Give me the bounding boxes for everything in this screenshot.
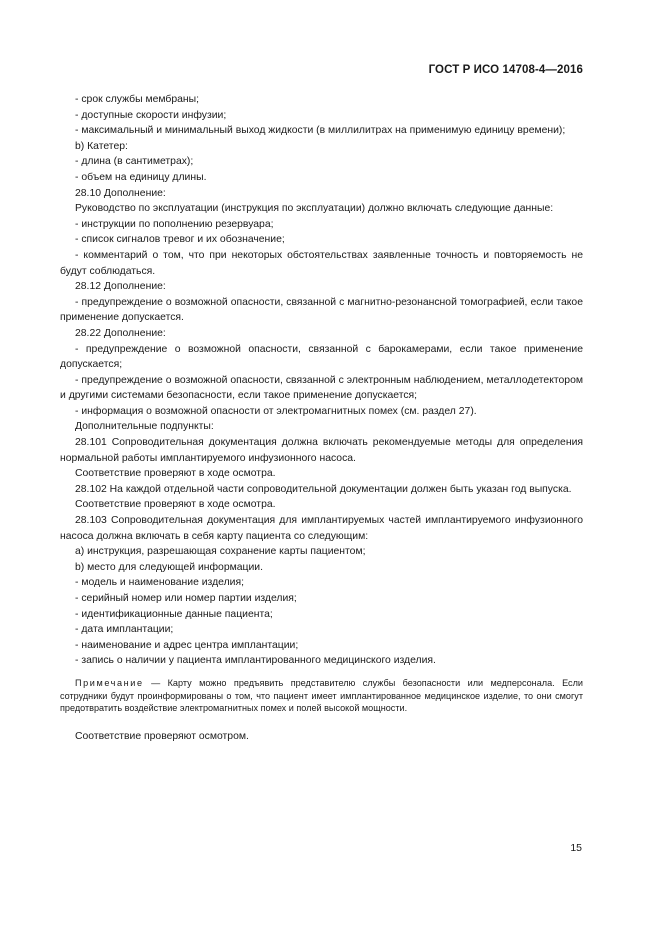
paragraph: 28.102 На каждой отдельной части сопроводительной документации должен быть указан год выпуска. <box>75 483 572 495</box>
paragraph: b) Катетер: <box>75 140 128 152</box>
paragraph: - идентификационные данные пациента; <box>75 608 273 620</box>
paragraph: 28.103 Сопроводительная документация для имплантируемых частей имплантируемого инфузионного насоса должна включать в себя карту пациента со следующим: <box>60 515 583 542</box>
note-text: — Карту можно предъявить представителю службы безопасности или медперсонала. Если сотрудники будут проинформированы о том, что пациент имеет имплантированное медицинское изделие, то они смогут предотвратить воздействие электромагнитных помех и полей высокой мощности. <box>60 677 583 714</box>
paragraph: Руководство по эксплуатации (инструкция по эксплуатации) должно включать следующие данные: <box>75 203 554 215</box>
paragraph: Соответствие проверяют в ходе осмотра. <box>75 499 276 511</box>
document-header: ГОСТ Р ИСО 14708-4—2016 <box>428 64 583 76</box>
paragraph: 28.12 Дополнение: <box>75 281 166 293</box>
paragraph: - дата имплантации; <box>75 624 174 636</box>
paragraph: - максимальный и минимальный выход жидкости (в миллилитрах на применимую единицу времени); <box>75 125 566 137</box>
paragraph: - длина (в сантиметрах); <box>75 156 194 168</box>
paragraph: Дополнительные подпункты: <box>75 421 214 433</box>
document-body <box>60 92 583 744</box>
paragraph-list <box>60 92 583 669</box>
paragraph: - комментарий о том, что при некоторых обстоятельствах заявленные точность и повторяемость не будут соблюдаться. <box>60 249 583 277</box>
paragraph: - срок службы мембраны; <box>75 94 200 105</box>
paragraph: - серийный номер или номер партии изделия; <box>75 593 297 604</box>
paragraph: Соответствие проверяют в ходе осмотра. <box>75 468 276 480</box>
paragraph: - доступные скорости инфузии; <box>75 109 227 121</box>
paragraph: - наименование и адрес центра имплантации; <box>75 639 299 651</box>
paragraph: - список сигналов тревог и их обозначение; <box>75 234 285 246</box>
paragraph: - предупреждение о возможной опасности, связанной с барокамерами, если такое применение допускается; <box>60 343 583 371</box>
paragraph: 28.101 Сопроводительная документация должна включать рекомендуемые методы для определения нормальной работы имплантируемого инфузионного насоса. <box>60 437 583 464</box>
note <box>60 677 583 715</box>
paragraph: - информация о возможной опасности от электромагнитных помех (см. раздел 27). <box>75 405 477 417</box>
paragraph: 28.22 Дополнение: <box>75 327 166 339</box>
paragraph: 28.10 Дополнение: <box>75 187 166 199</box>
paragraph: - предупреждение о возможной опасности, связанной с электронным наблюдением, металлодетектором и другими системами безопасности, если такое применение допускается; <box>60 374 583 402</box>
paragraph: - запись о наличии у пациента имплантированного медицинского изделия. <box>75 655 436 667</box>
note-label: Примечание <box>75 677 144 688</box>
paragraph: a) инструкция, разрешающая сохранение карты пациентом; <box>75 546 366 558</box>
conclusion: Соответствие проверяют осмотром. <box>75 730 249 742</box>
paragraph: - объем на единицу длины. <box>75 171 207 183</box>
paragraph: - предупреждение о возможной опасности, связанной с магнитно-резонансной томографией, если такое применение допускается. <box>60 296 583 324</box>
page-number: 15 <box>570 842 582 854</box>
paragraph: - инструкции по пополнению резервуара; <box>75 218 274 230</box>
paragraph: b) место для следующей информации. <box>75 561 263 573</box>
paragraph: - модель и наименование изделия; <box>75 577 244 589</box>
